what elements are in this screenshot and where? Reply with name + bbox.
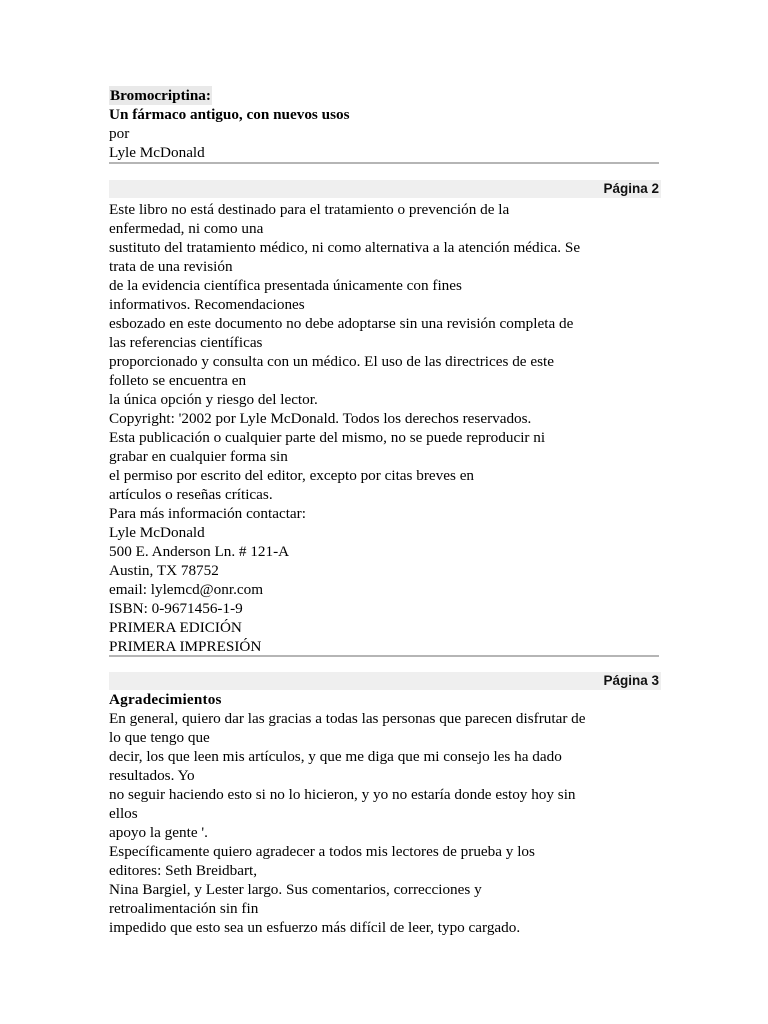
text-line: las referencias científicas (109, 334, 263, 351)
divider (109, 655, 659, 657)
divider (109, 162, 659, 164)
text-line: esbozado en este documento no debe adoptarse sin una revisión completa de (109, 315, 574, 332)
contact-name: Lyle McDonald (109, 524, 205, 541)
printing: PRIMERA IMPRESIÓN (109, 638, 262, 655)
text-line: Específicamente quiero agradecer a todos mis lectores de prueba y los (109, 843, 535, 860)
page-label: Página 3 (109, 672, 661, 690)
text-line: folleto se encuentra en (109, 372, 247, 389)
page-label: Página 2 (109, 180, 661, 198)
doc-title: Bromocriptina: (110, 87, 211, 104)
section-heading: Agradecimientos (109, 691, 222, 708)
doc-subtitle: Un fármaco antiguo, con nuevos usos (109, 106, 350, 123)
text-line: el permiso por escrito del editor, excepto por citas breves en (109, 467, 475, 484)
text-line: grabar en cualquier forma sin (109, 448, 288, 465)
text-line: Este libro no está destinado para el tratamiento o prevención de la (109, 201, 510, 218)
isbn: ISBN: 0-9671456-1-9 (109, 600, 243, 617)
text-line: ellos (109, 805, 138, 822)
text-line: no seguir haciendo esto si no lo hicieron, y yo no estaría donde estoy hoy sin (109, 786, 576, 803)
text-line: proporcionado y consulta con un médico. El uso de las directrices de este (109, 353, 554, 370)
contact-email: email: lylemcd@onr.com (109, 581, 264, 598)
text-line: En general, quiero dar las gracias a todas las personas que parecen disfrutar de (109, 710, 586, 727)
doc-title-line (109, 86, 659, 105)
doc-author: Lyle McDonald (109, 144, 205, 161)
text-line: trata de una revisión (109, 258, 233, 275)
text-line: sustituto del tratamiento médico, ni como alternativa a la atención médica. Se (109, 239, 581, 256)
text-line: decir, los que leen mis artículos, y que me diga que mi consejo les ha dado (109, 748, 562, 765)
section-page-3 (109, 690, 659, 937)
text-line: impedido que esto sea un esfuerzo más difícil de leer, typo cargado. (109, 919, 521, 936)
text-line: retroalimentación sin fin (109, 900, 259, 917)
text-line: la única opción y riesgo del lector. (109, 391, 318, 408)
title-block (109, 86, 659, 162)
doc-by: por (109, 125, 130, 142)
text-line: Esta publicación o cualquier parte del mismo, no se puede reproducir ni (109, 429, 546, 446)
copyright-line: Copyright: '2002 por Lyle McDonald. Todos los derechos reservados. (109, 410, 532, 427)
text-line: apoyo la gente '. (109, 824, 208, 841)
text-line: resultados. Yo (109, 767, 195, 784)
text-line: artículos o reseñas críticas. (109, 486, 273, 503)
text-line: editores: Seth Breidbart, (109, 862, 258, 879)
contact-heading: Para más información contactar: (109, 505, 306, 522)
text-line: Nina Bargiel, y Lester largo. Sus comentarios, correcciones y (109, 881, 482, 898)
text-line: informativos. Recomendaciones (109, 296, 305, 313)
section-page-2 (109, 200, 659, 656)
text-line: de la evidencia científica presentada únicamente con fines (109, 277, 462, 294)
contact-address: 500 E. Anderson Ln. # 121-A (109, 543, 290, 560)
text-line: enfermedad, ni como una (109, 220, 264, 237)
edition: PRIMERA EDICIÓN (109, 619, 242, 636)
contact-city: Austin, TX 78752 (109, 562, 219, 579)
text-line: lo que tengo que (109, 729, 210, 746)
